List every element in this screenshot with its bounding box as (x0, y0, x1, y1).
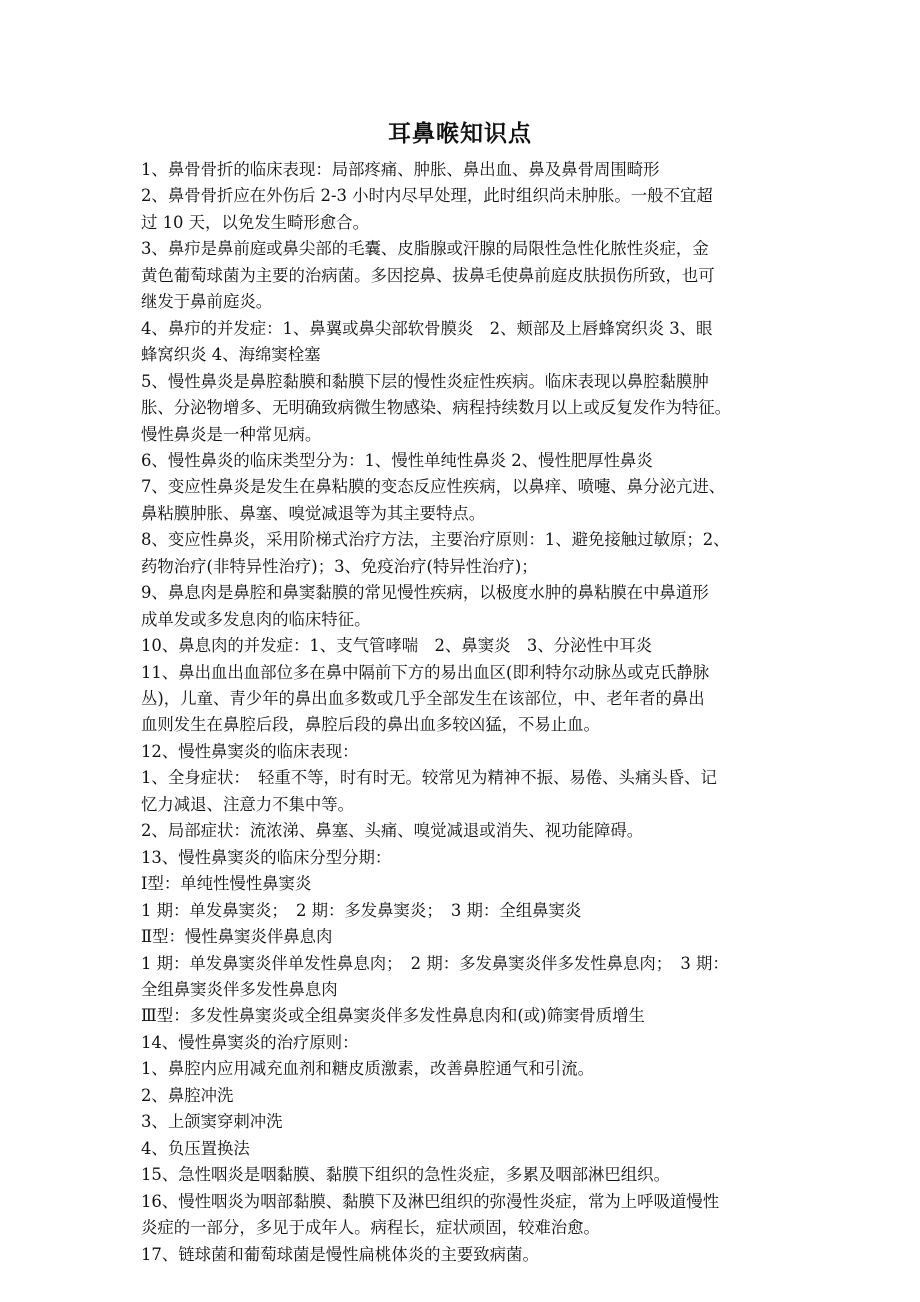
text-line: 8、变应性鼻炎，采用阶梯式治疗方法，主要治疗原则：1、避免接触过敏原；2、 (141, 530, 730, 550)
text-line: 17、链球菌和葡萄球菌是慢性扁桃体炎的主要致病菌。 (141, 1244, 539, 1264)
text-line: 4、鼻疖的并发症：1、鼻翼或鼻尖部软骨膜炎 2、颊部及上唇蜂窝织炎 3、眼 (141, 318, 713, 338)
text-line: 黄色葡萄球菌为主要的治病菌。多因挖鼻、拔鼻毛使鼻前庭皮肤损伤所致，也可 (141, 265, 715, 285)
text-line: 12、慢性鼻窦炎的临床表现： (141, 741, 359, 761)
text-line: 1 期：单发鼻窦炎； 2 期：多发鼻窦炎； 3 期：全组鼻窦炎 (141, 900, 582, 920)
text-line: 16、慢性咽炎为咽部黏膜、黏膜下及淋巴组织的弥漫性炎症，常为上呼吸道慢性 (141, 1191, 720, 1211)
text-line: 血则发生在鼻腔后段，鼻腔后段的鼻出血多较凶猛，不易止血。 (141, 715, 600, 735)
text-line: 9、鼻息肉是鼻腔和鼻窦黏膜的常见慢性疾病，以极度水肿的鼻粘膜在中鼻道形 (141, 583, 709, 603)
text-line: 蜂窝织炎 4、海绵窦栓塞 (141, 345, 321, 365)
text-line: 继发于鼻前庭炎。 (141, 292, 273, 312)
text-line: 过 10 天，以免发生畸形愈合。 (141, 212, 369, 232)
text-line: 1、全身症状： 轻重不等，时有时无。较常见为精神不振、易倦、头痛头昏、记 (141, 768, 717, 788)
text-line: 1、鼻骨骨折的临床表现：局部疼痛、肿胀、鼻出血、鼻及鼻骨周围畸形 (141, 160, 660, 179)
text-line: Ⅰ型：单纯性慢性鼻窦炎 (141, 874, 312, 894)
text-line: 13、慢性鼻窦炎的临床分型分期： (141, 847, 392, 867)
text-line: 7、变应性鼻炎是发生在鼻粘膜的变态反应性疾病，以鼻痒、喷嚏、鼻分泌亢进、 (141, 477, 726, 497)
text-line: 全组鼻窦炎伴多发性鼻息肉 (141, 979, 338, 999)
text-line: 3、上颌窦穿刺冲洗 (141, 1112, 283, 1132)
text-line: 炎症的一部分，多见于成年人。病程长，症状顽固，较难治愈。 (141, 1218, 600, 1237)
text-line: 2、局部症状：流浓涕、鼻塞、头痛、嗅觉减退或消失、视功能障碍。 (141, 821, 644, 841)
text-line: Ⅲ型：多发性鼻窦炎或全组鼻窦炎伴多发性鼻息肉和(或)筛窦骨质增生 (141, 1006, 645, 1026)
text-line: 鼻粘膜肿胀、鼻塞、嗅觉减退等为其主要特点。 (141, 503, 486, 523)
text-line: 5、慢性鼻炎是鼻腔黏膜和黏膜下层的慢性炎症性疾病。临床表现以鼻腔黏膜肿 (141, 371, 709, 391)
text-line: 成单发或多发息肉的临床特征。 (141, 609, 371, 629)
text-line: 1、鼻腔内应用减充血剂和糖皮质激素，改善鼻腔通气和引流。 (141, 1059, 594, 1079)
text-line: 2、鼻腔冲洗 (141, 1085, 234, 1105)
text-line: 胀、分泌物增多、无明确致病微生物感染、病程持续数月以上或反复发作为特征。 (141, 398, 732, 417)
text-line: 2、鼻骨骨折应在外伤后 2-3 小时内尽早处理，此时组织尚未肿胀。一般不宜超 (141, 186, 713, 206)
document-title: 耳鼻喉知识点 (388, 121, 532, 147)
text-line: 10、鼻息肉的并发症：1、支气管哮喘 2、鼻窦炎 3、分泌性中耳炎 (141, 636, 653, 656)
text-line: 15、急性咽炎是咽黏膜、黏膜下组织的急性炎症，多累及咽部淋巴组织。 (141, 1165, 670, 1185)
text-line: 3、鼻疖是鼻前庭或鼻尖部的毛囊、皮脂腺或汗腺的局限性急性化脓性炎症，金 (141, 239, 709, 259)
text-line: 忆力减退、注意力不集中等。 (141, 794, 355, 814)
text-line: 丛)，儿童、青少年的鼻出血多数或几乎全部发生在该部位，中、老年者的鼻出 (141, 689, 705, 708)
text-line: 11、鼻出血出血部位多在鼻中隔前下方的易出血区(即利特尔动脉丛或克氏静脉 (141, 662, 710, 682)
text-line: 1 期：单发鼻窦炎伴单发性鼻息肉； 2 期：多发鼻窦炎伴多发性鼻息肉； 3 期： (141, 953, 729, 973)
text-line: 药物治疗(非特异性治疗)；3、免疫治疗(特异性治疗)； (141, 556, 538, 576)
text-line: 6、慢性鼻炎的临床类型分为：1、慢性单纯性鼻炎 2、慢性肥厚性鼻炎 (141, 450, 653, 470)
text-line: Ⅱ型：慢性鼻窦炎伴鼻息肉 (141, 927, 333, 946)
text-line: 14、慢性鼻窦炎的治疗原则： (141, 1032, 359, 1052)
text-line: 4、负压置换法 (141, 1138, 250, 1158)
text-line: 慢性鼻炎是一种常见病。 (141, 424, 322, 444)
